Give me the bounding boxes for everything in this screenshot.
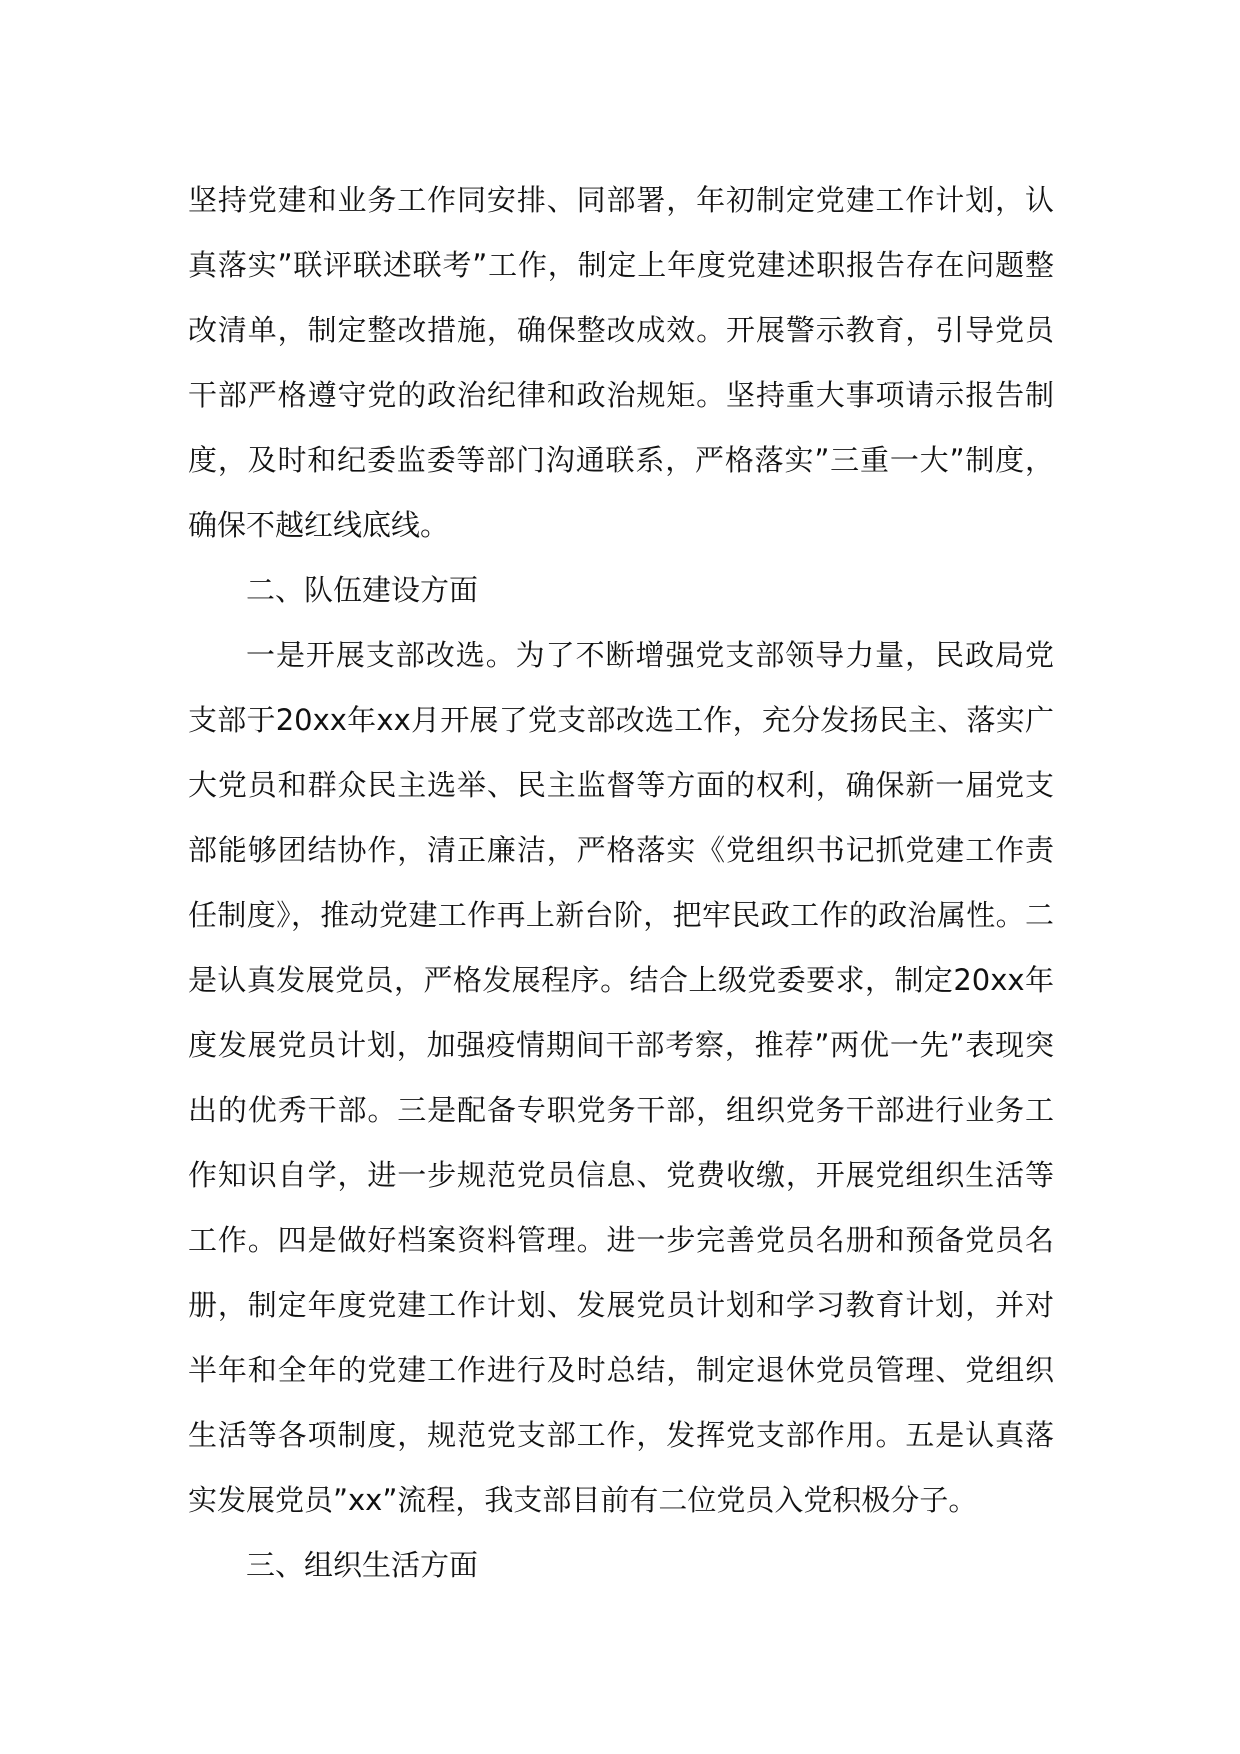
- section-heading-team-building: 二、队伍建设方面: [246, 573, 479, 607]
- document-body: [188, 168, 1054, 1598]
- section-heading-organizational-life: 三、组织生活方面: [246, 1548, 479, 1582]
- body-paragraph-1: 坚持党建和业务工作同安排、同部署，年初制定党建工作计划，认真落实”联评联述联考”工作，制定上年度党建述职报告存在问题整改清单，制定整改措施，确保整改成效。开展警示教育，引导党员干部严格遵守党的政治纪律和政治规矩。坚持重大事项请示报告制度，及时和纪委监委等部门沟通联系，严格落实”三重一大”制度，确保不越红线底线。: [188, 183, 1054, 542]
- body-paragraph-2: 一是开展支部改选。为了不断增强党支部领导力量，民政局党支部于20xx年xx月开展了党支部改选工作，充分发扬民主、落实广大党员和群众民主选举、民主监督等方面的权利，确保新一届党支部能够团结协作，清正廉洁，严格落实《党组织书记抓党建工作责任制度》，推动党建工作再上新台阶，把牢民政工作的政治属性。二是认真发展党员，严格发展程序。结合上级党委要求，制定20xx年度发展党员计划，加强疫情期间干部考察，推荐”两优一先”表现突出的优秀干部。三是配备专职党务干部，组织党务干部进行业务工作知识自学，进一步规范党员信息、党费收缴，开展党组织生活等工作。四是做好档案资料管理。进一步完善党员名册和预备党员名册，制定年度党建工作计划、发展党员计划和学习教育计划，并对半年和全年的党建工作进行及时总结，制定退休党员管理、党组织生活等各项制度，规范党支部工作，发挥党支部作用。五是认真落实发展党员”xx”流程，我支部目前有二位党员入党积极分子。: [188, 638, 1054, 1517]
